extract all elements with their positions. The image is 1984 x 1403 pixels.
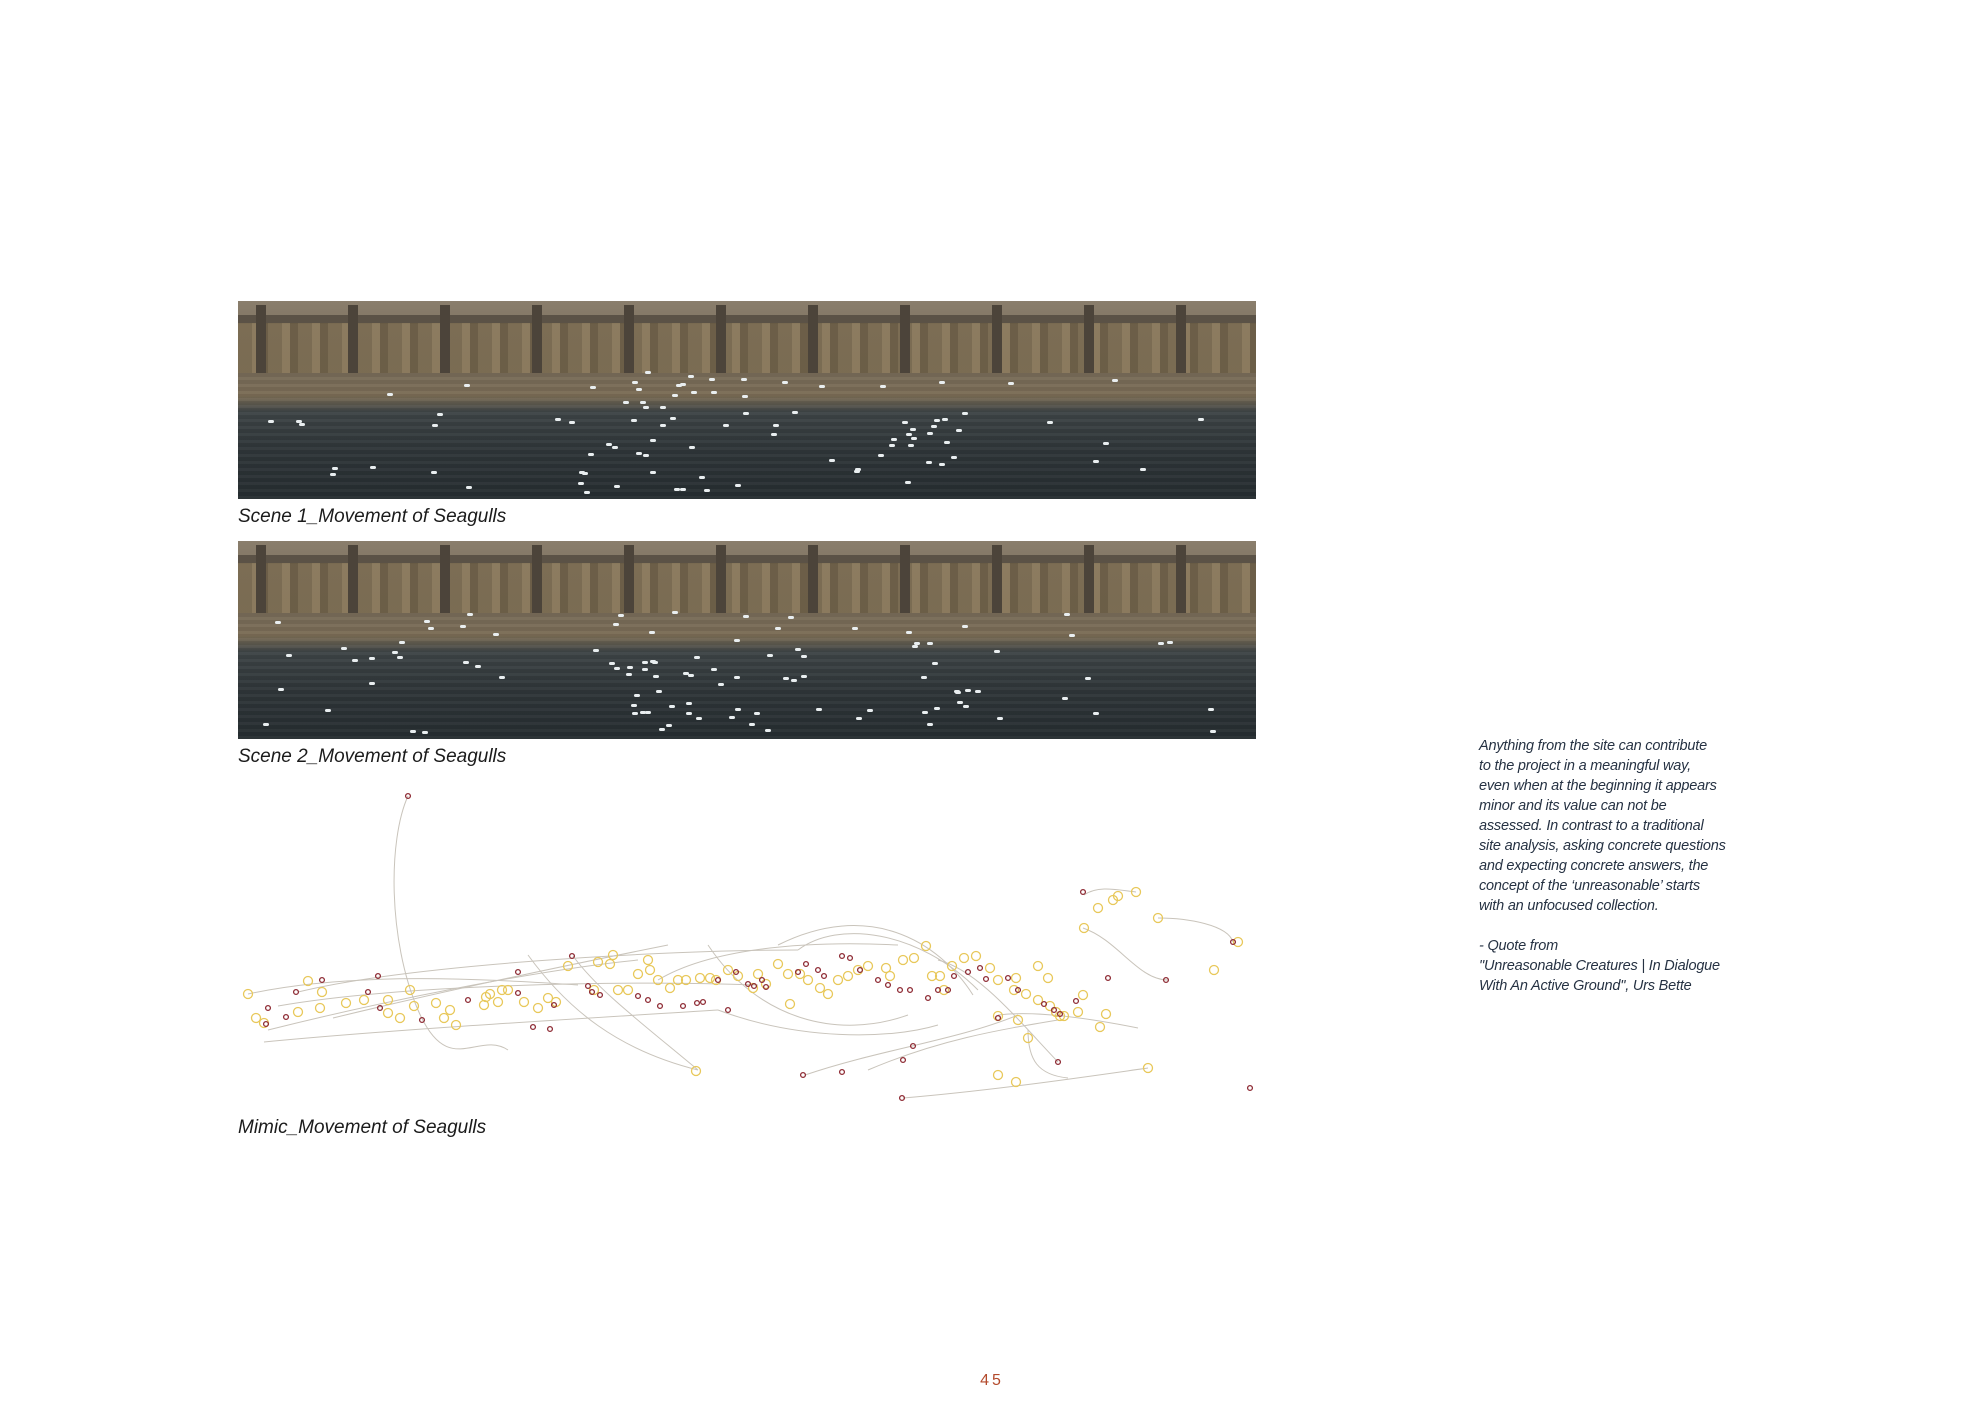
seagull-origin-marker — [636, 994, 641, 999]
seagull — [765, 729, 771, 732]
seagull-origin-marker — [1006, 976, 1011, 981]
seagull-origin-marker — [804, 962, 809, 967]
quote-line: to the project in a meaningful way, — [1479, 758, 1691, 774]
seagull — [791, 679, 797, 682]
seagull — [392, 651, 398, 654]
seagull — [1158, 642, 1164, 645]
quote-line: even when at the beginning it appears — [1479, 778, 1717, 794]
spacer — [1479, 916, 1759, 936]
seagull-origin-marker — [598, 993, 603, 998]
seagull-origin-marker — [1106, 976, 1111, 981]
seagull — [614, 485, 620, 488]
seagull-position-marker — [646, 966, 655, 975]
seagull — [352, 659, 358, 662]
seagull-origin-marker — [586, 984, 591, 989]
seagull — [642, 661, 648, 664]
seagull — [718, 683, 724, 686]
seagull — [689, 446, 695, 449]
seagull-origin-marker — [266, 1006, 271, 1011]
seagull-origin-marker — [898, 988, 903, 993]
seagull — [656, 690, 662, 693]
seagull-origin-marker — [858, 968, 863, 973]
seagull — [670, 417, 676, 420]
seagull — [734, 676, 740, 679]
seagull-position-marker — [384, 996, 393, 1005]
seagull — [464, 384, 470, 387]
seagull — [555, 418, 561, 421]
seagull-origin-marker — [901, 1058, 906, 1063]
seagull — [590, 386, 596, 389]
seagull — [649, 631, 655, 634]
seagull — [965, 689, 971, 692]
seagull — [636, 452, 642, 455]
quote-source-line: "Unreasonable Creatures | In Dialogue — [1479, 958, 1720, 974]
seagull — [674, 488, 680, 491]
seagull-origin-marker — [516, 991, 521, 996]
seagull — [742, 395, 748, 398]
seagull — [944, 441, 950, 444]
seagull-position-marker — [1012, 1078, 1021, 1087]
seagull — [634, 694, 640, 697]
seagull — [906, 433, 912, 436]
seagull-position-marker — [666, 984, 675, 993]
seagull — [735, 484, 741, 487]
seagull-position-marker — [816, 984, 825, 993]
seagull-origin-marker — [716, 978, 721, 983]
page-number: 45 — [980, 1372, 1004, 1389]
seagull-position-marker — [1010, 986, 1019, 995]
seagull — [854, 470, 860, 473]
flight-path — [268, 960, 638, 1030]
seagull — [643, 454, 649, 457]
seagull — [795, 648, 801, 651]
seagull-position-marker — [834, 976, 843, 985]
seagull-origin-marker — [516, 970, 521, 975]
seagull-origin-marker — [1081, 890, 1086, 895]
seagull — [782, 381, 788, 384]
seagull-position-marker — [804, 976, 813, 985]
seagull — [788, 616, 794, 619]
seagull-origin-marker — [996, 1016, 1001, 1021]
flight-path — [573, 956, 698, 1070]
seagull — [1210, 730, 1216, 733]
seagull-origin-marker — [926, 996, 931, 1001]
seagull-position-marker — [504, 986, 513, 995]
seagull — [694, 656, 700, 659]
seagull — [951, 456, 957, 459]
seagull-origin-marker — [466, 998, 471, 1003]
seagull — [801, 655, 807, 658]
seagull-position-marker — [899, 956, 908, 965]
pier-posts — [238, 545, 1256, 613]
seagull — [906, 631, 912, 634]
seagull — [631, 704, 637, 707]
seagull-origin-marker — [801, 1073, 806, 1078]
seagull-position-marker — [696, 974, 705, 983]
seagull-origin-marker — [646, 998, 651, 1003]
seagull — [743, 615, 749, 618]
seagull-position-marker — [252, 1014, 261, 1023]
seagull — [931, 425, 937, 428]
seagull-origin-marker — [952, 974, 957, 979]
seagull — [275, 621, 281, 624]
seagull-origin-marker — [548, 1027, 553, 1032]
seagull — [696, 717, 702, 720]
seagull — [428, 627, 434, 630]
seagull — [640, 711, 646, 714]
seagull — [688, 674, 694, 677]
seagull — [775, 627, 781, 630]
seagull — [424, 620, 430, 623]
seagull — [1103, 442, 1109, 445]
seagull-origin-marker — [822, 974, 827, 979]
seagull — [939, 463, 945, 466]
seagull-origin-marker — [840, 954, 845, 959]
seagull — [652, 661, 658, 664]
seagull — [994, 650, 1000, 653]
quote-line: minor and its value can not be — [1479, 798, 1667, 814]
seagull — [683, 672, 689, 675]
seagull-origin-marker — [978, 966, 983, 971]
seagull — [749, 723, 755, 726]
seagull — [743, 412, 749, 415]
seagull — [263, 723, 269, 726]
quote-line: concept of the ‘unreasonable’ starts — [1479, 878, 1700, 894]
seagull-origin-marker — [984, 977, 989, 982]
seagull-position-marker — [922, 942, 931, 951]
seagull-position-marker — [1210, 966, 1219, 975]
scene-2-photo — [238, 541, 1256, 739]
seagull-position-marker — [824, 990, 833, 999]
seagull — [741, 378, 747, 381]
seagull — [578, 482, 584, 485]
seagull — [437, 413, 443, 416]
seagull-position-marker — [774, 960, 783, 969]
seagull — [640, 401, 646, 404]
seagull-position-marker — [786, 1000, 795, 1009]
seagull — [369, 682, 375, 685]
flight-path — [903, 1068, 1148, 1098]
seagull — [618, 614, 624, 617]
seagull-position-marker — [534, 1004, 543, 1013]
seagull — [387, 393, 393, 396]
seagull-position-marker — [410, 1002, 419, 1011]
seagull — [1093, 460, 1099, 463]
seagull-position-marker — [994, 1071, 1003, 1080]
seagull-position-marker — [986, 964, 995, 973]
quote-source-line: With An Active Ground", Urs Bette — [1479, 978, 1692, 994]
seagull-position-marker — [294, 1008, 303, 1017]
seagull-origin-marker — [1248, 1086, 1253, 1091]
seagull — [370, 466, 376, 469]
seagull — [672, 394, 678, 397]
seagull-position-marker — [1012, 974, 1021, 983]
seagull-origin-marker — [908, 988, 913, 993]
seagull — [636, 388, 642, 391]
seagull-position-marker — [706, 974, 715, 983]
seagull-origin-marker — [726, 1008, 731, 1013]
seagull — [704, 489, 710, 492]
seagull — [569, 421, 575, 424]
seagull-position-marker — [360, 996, 369, 1005]
seagull-position-marker — [1074, 1008, 1083, 1017]
seagull — [691, 391, 697, 394]
seagull — [582, 472, 588, 475]
seagull-origin-marker — [701, 1000, 706, 1005]
seagull — [330, 473, 336, 476]
seagull-origin-marker — [264, 1022, 269, 1027]
seagull — [643, 406, 649, 409]
flight-path — [1028, 1030, 1068, 1078]
seagull — [934, 419, 940, 422]
seagull-origin-marker — [366, 990, 371, 995]
seagull — [754, 712, 760, 715]
seagull — [1062, 697, 1068, 700]
quote-line: and expecting concrete answers, the — [1479, 858, 1709, 874]
seagull-position-marker — [494, 998, 503, 1007]
seagull — [734, 639, 740, 642]
flight-path — [718, 1010, 938, 1035]
seagull — [653, 675, 659, 678]
seagull-origin-marker — [746, 982, 751, 987]
seagull — [286, 654, 292, 657]
yellow-markers — [244, 888, 1243, 1087]
seagull-origin-marker — [752, 984, 757, 989]
seagull — [584, 491, 590, 494]
seagull — [686, 712, 692, 715]
seagull-origin-marker — [848, 956, 853, 961]
seagull — [711, 391, 717, 394]
seagull — [410, 730, 416, 733]
seagull — [627, 666, 633, 669]
seagull — [672, 611, 678, 614]
seagull — [819, 385, 825, 388]
water — [238, 373, 1256, 499]
seagull — [709, 378, 715, 381]
seagull — [939, 381, 945, 384]
seagull — [957, 701, 963, 704]
seagull-position-marker — [910, 954, 919, 963]
seagull — [962, 412, 968, 415]
seagull-origin-marker — [695, 1001, 700, 1006]
seagull — [932, 662, 938, 665]
flight-path — [1084, 889, 1136, 895]
seagull — [1140, 468, 1146, 471]
seagull — [422, 731, 428, 734]
seagull-origin-marker — [966, 970, 971, 975]
seagull-position-marker — [1044, 974, 1053, 983]
seagull — [975, 690, 981, 693]
seagull-position-marker — [886, 972, 895, 981]
mimic-caption: Mimic_Movement of Seagulls — [238, 1117, 487, 1138]
flight-path — [658, 944, 898, 980]
seagull — [676, 384, 682, 387]
seagull — [688, 375, 694, 378]
seagull-origin-marker — [531, 1025, 536, 1030]
flight-path — [394, 796, 508, 1050]
seagull — [593, 649, 599, 652]
seagull-origin-marker — [294, 990, 299, 995]
seagull-position-marker — [452, 1021, 461, 1030]
seagull-position-marker — [520, 998, 529, 1007]
seagull-origin-marker — [840, 1070, 845, 1075]
seagull — [852, 627, 858, 630]
quote-line: with an unfocused collection. — [1479, 898, 1659, 914]
seagull — [1167, 641, 1173, 644]
seagull — [927, 432, 933, 435]
seagull — [669, 705, 675, 708]
seagull — [997, 717, 1003, 720]
seagull — [431, 471, 437, 474]
seagull-position-marker — [1094, 904, 1103, 913]
red-markers — [264, 794, 1253, 1101]
seagull-position-marker — [644, 956, 653, 965]
seagull-position-marker — [844, 972, 853, 981]
seagull — [908, 444, 914, 447]
seagull — [867, 709, 873, 712]
seagull — [771, 433, 777, 436]
seagull — [686, 702, 692, 705]
seagull-position-marker — [440, 1014, 449, 1023]
seagull — [1093, 712, 1099, 715]
seagull — [325, 709, 331, 712]
seagull-position-marker — [1079, 991, 1088, 1000]
seagull — [921, 676, 927, 679]
seagull — [934, 707, 940, 710]
seagull-position-marker — [384, 1009, 393, 1018]
seagull-position-marker — [1034, 962, 1043, 971]
seagull — [1208, 708, 1214, 711]
seagull-origin-marker — [284, 1015, 289, 1020]
seagull — [612, 446, 618, 449]
seagull-position-marker — [972, 952, 981, 961]
seagull — [927, 642, 933, 645]
seagull — [268, 420, 274, 423]
seagull — [792, 411, 798, 414]
seagull — [609, 662, 615, 665]
seagull — [856, 717, 862, 720]
seagull — [332, 467, 338, 470]
seagull — [626, 673, 632, 676]
seagull-position-marker — [634, 970, 643, 979]
seagull-position-marker — [318, 988, 327, 997]
seagull — [467, 613, 473, 616]
seagull — [773, 424, 779, 427]
seagull-position-marker — [960, 954, 969, 963]
seagull — [475, 665, 481, 668]
seagull — [463, 661, 469, 664]
seagull — [891, 438, 897, 441]
seagull — [699, 476, 705, 479]
seagull — [606, 443, 612, 446]
seagull-origin-marker — [1074, 999, 1079, 1004]
quote-line: site analysis, asking concrete questions — [1479, 838, 1726, 854]
seagull-position-marker — [864, 962, 873, 971]
seagull-origin-marker — [681, 1004, 686, 1009]
seagull — [1198, 418, 1204, 421]
seagull-origin-marker — [886, 983, 891, 988]
seagull — [399, 641, 405, 644]
scene-1-caption: Scene 1_Movement of Seagulls — [238, 506, 507, 527]
seagull-position-marker — [1014, 1016, 1023, 1025]
flight-path — [1083, 928, 1168, 980]
seagull — [613, 623, 619, 626]
seagull — [397, 656, 403, 659]
seagull — [889, 444, 895, 447]
seagull-origin-marker — [320, 978, 325, 983]
seagull — [466, 486, 472, 489]
flight-path — [1158, 918, 1233, 942]
seagull-position-marker — [1022, 990, 1031, 999]
seagull-position-marker — [446, 1006, 455, 1015]
seagull-position-marker — [432, 999, 441, 1008]
quote-source-line: - Quote from — [1479, 938, 1558, 954]
seagull-position-marker — [784, 970, 793, 979]
seagull-origin-marker — [570, 954, 575, 959]
seagull-position-marker — [342, 999, 351, 1008]
seagull-position-marker — [624, 986, 633, 995]
seagull — [296, 420, 302, 423]
pier-posts — [238, 305, 1256, 373]
seagull-position-marker — [316, 1004, 325, 1013]
scene-2-caption: Scene 2_Movement of Seagulls — [238, 746, 507, 767]
seagull — [783, 677, 789, 680]
quote-block — [1479, 736, 1759, 996]
quote-line: Anything from the site can contribute — [1479, 738, 1707, 754]
seagull — [1064, 613, 1070, 616]
seagull-position-marker — [1096, 1023, 1105, 1032]
flight-paths — [248, 796, 1233, 1098]
mimic-movement-diagram — [238, 780, 1258, 1115]
seagull-position-marker — [614, 986, 623, 995]
seagull-position-marker — [994, 976, 1003, 985]
seagull — [614, 667, 620, 670]
seagull — [801, 675, 807, 678]
seagull-position-marker — [396, 1014, 405, 1023]
seagull — [660, 406, 666, 409]
seagull-position-marker — [1102, 1010, 1111, 1019]
seagull — [642, 668, 648, 671]
seagull — [911, 437, 917, 440]
seagull — [927, 723, 933, 726]
seagull — [729, 716, 735, 719]
seagull-origin-marker — [658, 1004, 663, 1009]
seagull — [955, 691, 961, 694]
seagull — [660, 424, 666, 427]
seagull-origin-marker — [816, 968, 821, 973]
water — [238, 613, 1256, 739]
quote-line: assessed. In contrast to a traditional — [1479, 818, 1704, 834]
seagull — [632, 381, 638, 384]
seagull — [632, 712, 638, 715]
seagull — [905, 481, 911, 484]
seagull — [631, 419, 637, 422]
seagull-origin-marker — [876, 978, 881, 983]
scene-1-photo — [238, 301, 1256, 499]
